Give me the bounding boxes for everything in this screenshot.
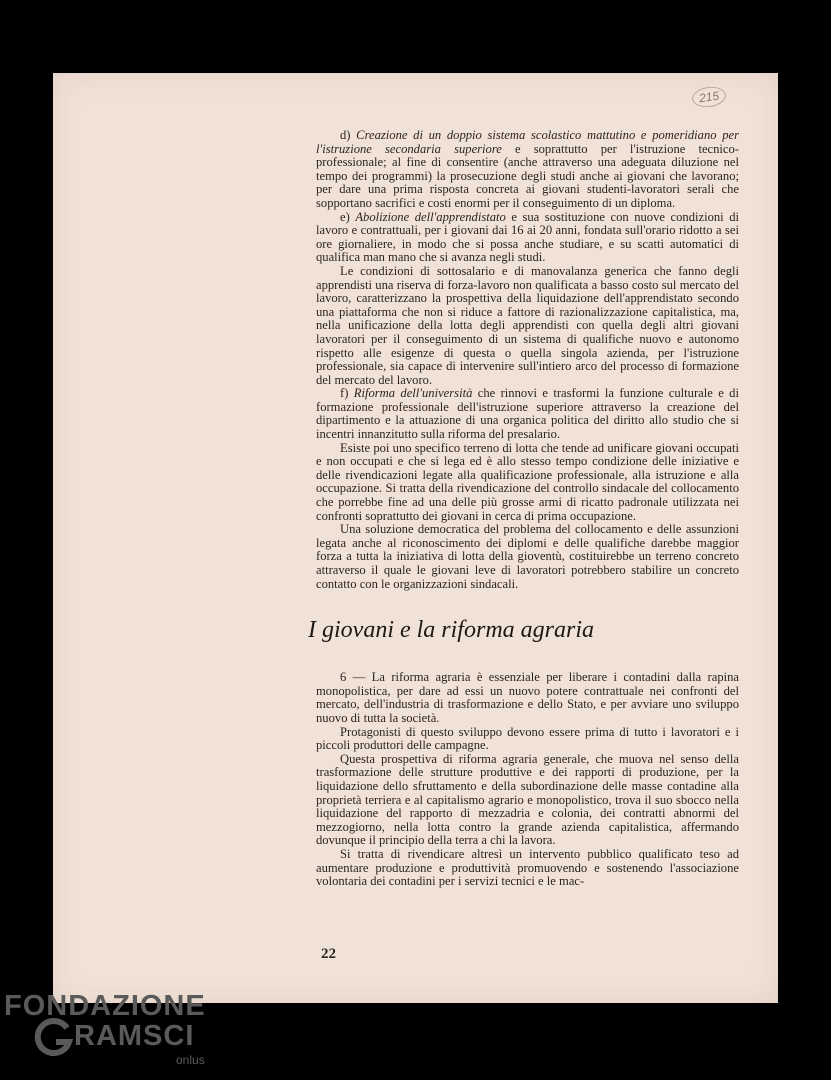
fondazione-gramsci-watermark bbox=[4, 990, 219, 1078]
paragraph bbox=[316, 442, 739, 524]
page-content bbox=[308, 128, 740, 889]
scanned-page bbox=[53, 73, 778, 1003]
paragraph-body: Protagonisti di questo sviluppo devono essere prima di tutto i lavoratori e i piccoli produttori delle campagne. bbox=[316, 724, 739, 753]
watermark-line3: onlus bbox=[176, 1053, 205, 1067]
paragraph-body: Una soluzione democratica del problema del collocamento e delle assunzioni legata anche al riconoscimento dei diplomi e delle qualifiche darebbe maggior forza a tutta la iniziativa di lotta della gioventù, costituirebbe un terreno concreto attraverso il quale le giovani leve di lavoratori potrebbero stabilire un concreto contatto con le organizzazioni sindacali. bbox=[316, 522, 739, 591]
paragraph bbox=[316, 753, 739, 848]
paragraph-lead: e) bbox=[340, 209, 356, 224]
paragraph-body: Le condizioni di sottosalario e di manovalanza generica che fanno degli apprendisti una riserva di forza-lavoro non qualificata a basso costo sul mercato del lavoro, caratterizzano la prospettiva della liquidazione dell'apprendistato secondo una piattaforma che non si riduce a fattore di razionalizzazione capitalistica, ma, nella unificazione della lotta degli apprendisti con quella degli altri giovani lavoratori per il conseguimento di un sistema di qualifiche nuovo e autonomo rispetto alle esigenze di questa o quella singola azienda, per l'istruzione professionale, sia capace di intervenire sull'intiero arco del processo di formazione del mercato del lavoro. bbox=[316, 263, 739, 387]
section-heading: I giovani e la riforma agraria bbox=[308, 617, 594, 644]
paragraph-body: Si tratta di rivendicare altresì un intervento pubblico qualificato teso ad aumentare produzione e produttività promuovendo e sostenendo l'associazione volontaria dei contadini per i servizi tecnici e le mac- bbox=[316, 846, 739, 889]
paragraph bbox=[316, 848, 739, 889]
section-a-paragraphs bbox=[316, 129, 739, 591]
archive-stamp: 215 bbox=[691, 85, 727, 110]
watermark-line1: FONDAZIONE bbox=[4, 990, 206, 1022]
paragraph bbox=[316, 265, 739, 387]
paragraph-body: che rinnovi e trasformi la funzione culturale e di formazione professionale dell'istruzione superiore attraverso la creazione del dipartimento e la attuazione di una organica politica del diritto allo studio che si incentri innanzitutto sulla riforma del presalario. bbox=[316, 386, 739, 442]
paragraph-body: e sua sostituzione con nuove condizioni di lavoro e contrattuali, per i giovani dai 16 ai 20 anni, fondata sull'orario ridotto a sei ore giornaliere, in modo che si possa anche studiare, e su scatti automatici di qualifica man mano che si avanza negli studi. bbox=[316, 209, 740, 265]
paragraph-lead: d) bbox=[340, 128, 357, 142]
gramsci-g-logo-icon bbox=[34, 1018, 74, 1058]
watermark-line2: RAMSCI bbox=[74, 1020, 195, 1052]
paragraph-lead: 6 — bbox=[340, 670, 372, 685]
paragraph-italic-title: Abolizione dell'apprendistato bbox=[355, 209, 506, 224]
paragraph bbox=[316, 211, 739, 265]
paragraph bbox=[316, 129, 739, 211]
paragraph bbox=[316, 387, 739, 441]
paragraph bbox=[316, 671, 739, 725]
page-number: 22 bbox=[321, 946, 336, 962]
paragraph-body: e soprattutto per l'istruzione tecnico-professionale; al fine di consentire (anche attraverso una adeguata diluzione nel tempo dei programmi) la prosecuzione degli studi anche ai giovani che lavorano; per dare una prima risposta concreta ai giovani studenti-lavoratori serali che sopportano sacrifici e costi enormi per il conseguimento di un diploma. bbox=[316, 141, 739, 210]
paragraph-body: Questa prospettiva di riforma agraria generale, che muova nel senso della trasformazione delle strutture produttive e dei rapporti di produzione, per la liquidazione dello sfruttamento e della subordinazione delle masse contadine alla proprietà terriera e al capitalismo agrario e monopolistico, trova il suo sbocco nella liquidazione del rapporto di mezzadria e colonia, dei contratti abnormi del mezzogiorno, nella lotta contro la grande azienda capitalistica, affermando dovunque il principio della terra a chi la lavora. bbox=[316, 751, 739, 848]
paragraph bbox=[316, 726, 739, 753]
paragraph-body: La riforma agraria è essenziale per liberare i contadini dalla rapina monopolistica, per dare ad essi un nuovo potere contrattuale nei confronti del mercato, dell'industria di trasformazione e dello Stato, e per avviare uno sviluppo nuovo di tutta la società. bbox=[316, 670, 740, 725]
paragraph bbox=[316, 523, 739, 591]
paragraph-body: Esiste poi uno specifico terreno di lotta che tende ad unificare giovani occupati e non occupati e che si lega ed è allo stesso tempo condizione delle iniziative e delle rivendicazioni legate alla qualificazione professionale, alla istruzione e alla occupazione. Si tratta della rivendicazione del controllo sindacale del collocamento che porrebbe fine ad una delle più grosse armi di ricatto padronale utilizzata nei confronti soprattutto dei giovani in cerca di prima occupazione. bbox=[316, 440, 739, 523]
section-b-paragraphs bbox=[316, 671, 739, 889]
paragraph-lead: f) bbox=[340, 386, 354, 401]
paragraph-italic-title: Creazione di un doppio sistema scolastico mattutino e pomeridiano per l'istruzione secondaria superiore bbox=[316, 128, 740, 156]
paragraph-italic-title: Riforma dell'università bbox=[353, 386, 473, 401]
